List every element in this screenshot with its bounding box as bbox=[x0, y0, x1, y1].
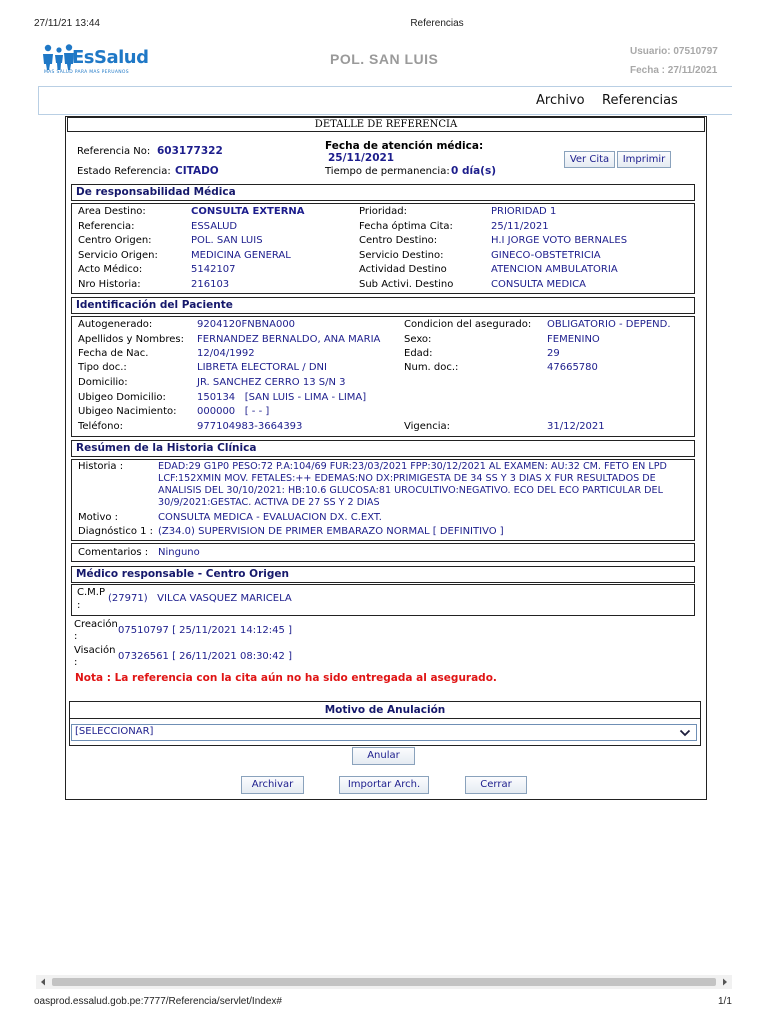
creacion-label-colon: : bbox=[74, 631, 78, 642]
fecha-optima-label: Fecha óptima Cita: bbox=[359, 221, 453, 232]
diagnostico-label: Diagnóstico 1 : bbox=[78, 526, 154, 537]
cmp-value: (27971) VILCA VASQUEZ MARICELA bbox=[108, 593, 292, 604]
autogenerado-value: 9204120FNBNA000 bbox=[197, 319, 296, 330]
centro-origen-value: POL. SAN LUIS bbox=[191, 235, 263, 246]
referencia-no-value: 603177322 bbox=[157, 145, 223, 157]
creacion-label: Creación bbox=[74, 619, 118, 630]
logo-text: EsSalud bbox=[72, 47, 149, 68]
comentarios-label: Comentarios : bbox=[78, 547, 149, 558]
tipo-doc-label: Tipo doc.: bbox=[78, 362, 127, 373]
autogenerado-label: Autogenerado: bbox=[78, 319, 153, 330]
actividad-destino-label: Actividad Destino bbox=[359, 264, 447, 275]
tipo-doc-value: LIBRETA ELECTORAL / DNI bbox=[197, 362, 327, 373]
creacion-value: 07510797 [ 25/11/2021 14:12:45 ] bbox=[118, 625, 292, 636]
prioridad-label: Prioridad: bbox=[359, 206, 407, 217]
scroll-thumb[interactable] bbox=[52, 978, 716, 986]
cmp-label: C.M.P bbox=[77, 587, 105, 598]
motivo-label: Motivo : bbox=[78, 512, 119, 523]
servicio-origen-label: Servicio Origen: bbox=[78, 250, 158, 261]
historia-line-2: LCF:152XMIN MOV. FETALES:++ EDEMAS:NO DX:PRIMIGESTA DE 34 SS Y 3 DIAS X FUR RESULTADOS DE bbox=[158, 473, 656, 484]
print-doc-title: Referencias bbox=[410, 18, 464, 29]
servicio-destino-value: GINECO-OBSTETRICIA bbox=[491, 250, 601, 261]
fecha-atencion-label: Fecha de atención médica: bbox=[325, 140, 484, 152]
scroll-right-icon[interactable] bbox=[720, 975, 730, 989]
nombres-value: FERNANDEZ BERNALDO, ANA MARIA bbox=[197, 334, 381, 345]
nombres-label: Apellidos y Nombres: bbox=[78, 334, 184, 345]
estado-value: CITADO bbox=[175, 165, 219, 177]
cmp-label-colon: : bbox=[77, 600, 81, 611]
historia-line-1: EDAD:29 G1P0 PESO:72 P.A:104/69 FUR:23/03/2021 FPP:30/12/2021 AL EXAMEN: AU:32 CM. FETO EN LPD bbox=[158, 461, 667, 472]
medico-header: Médico responsable - Centro Origen bbox=[71, 566, 695, 583]
domicilio-value: JR. SANCHEZ CERRO 13 S/N 3 bbox=[197, 377, 346, 388]
print-url: oasprod.essalud.gob.pe:7777/Referencia/servlet/Index# bbox=[34, 996, 282, 1007]
vigencia-value: 31/12/2021 bbox=[547, 421, 605, 432]
tiempo-value: 0 día(s) bbox=[451, 165, 497, 177]
motivo-anulacion-select[interactable] bbox=[71, 724, 697, 741]
centro-destino-value: H.I JORGE VOTO BERNALES bbox=[491, 235, 628, 246]
referencia-no-label: Referencia No: bbox=[77, 146, 151, 157]
paciente-header: Identificación del Paciente bbox=[71, 297, 695, 314]
logo-tagline: MAS SALUD PARA MAS PERUANOS bbox=[44, 70, 129, 75]
main-title: DETALLE DE REFERENCIA bbox=[67, 117, 705, 132]
anular-button[interactable]: Anular bbox=[352, 747, 415, 765]
cerrar-button[interactable]: Cerrar bbox=[465, 776, 527, 794]
menu-bar bbox=[38, 86, 732, 115]
servicio-destino-label: Servicio Destino: bbox=[359, 250, 444, 261]
fecha-nac-label: Fecha de Nac. bbox=[78, 348, 149, 359]
telefono-value: 977104983-3664393 bbox=[197, 421, 303, 432]
visacion-value: 07326561 [ 26/11/2021 08:30:42 ] bbox=[118, 651, 292, 662]
anulacion-header: Motivo de Anulación bbox=[69, 701, 701, 719]
fecha-atencion-value: 25/11/2021 bbox=[328, 152, 395, 164]
area-destino-label: Area Destino: bbox=[78, 206, 146, 217]
servicio-origen-value: MEDICINA GENERAL bbox=[191, 250, 291, 261]
acto-medico-label: Acto Médico: bbox=[78, 264, 143, 275]
area-destino-value: CONSULTA EXTERNA bbox=[191, 206, 305, 217]
sexo-value: FEMENINO bbox=[547, 334, 600, 345]
sub-actividad-label: Sub Activi. Destino bbox=[359, 279, 454, 290]
historia-header: Resúmen de la Historia Clínica bbox=[71, 440, 695, 457]
imprimir-button[interactable]: Imprimir bbox=[617, 151, 671, 168]
fecha-optima-value: 25/11/2021 bbox=[491, 221, 549, 232]
importar-arch-button[interactable]: Importar Arch. bbox=[339, 776, 429, 794]
fecha-nac-value: 12/04/1992 bbox=[197, 348, 255, 359]
centro-destino-label: Centro Destino: bbox=[359, 235, 438, 246]
horizontal-scrollbar[interactable] bbox=[36, 975, 732, 989]
print-datetime: 27/11/21 13:44 bbox=[34, 18, 100, 29]
condicion-value: OBLIGATORIO - DEPEND. bbox=[547, 319, 671, 330]
num-doc-label: Num. doc.: bbox=[404, 362, 459, 373]
sexo-label: Sexo: bbox=[404, 334, 432, 345]
comentarios-value: Ninguno bbox=[158, 547, 200, 558]
archivar-button[interactable]: Archivar bbox=[241, 776, 304, 794]
chevron-down-icon bbox=[679, 729, 691, 737]
menu-referencias[interactable]: Referencias bbox=[602, 93, 678, 108]
condicion-label: Condicion del asegurado: bbox=[404, 319, 532, 330]
menu-archivo[interactable]: Archivo bbox=[536, 93, 585, 108]
site-title: POL. SAN LUIS bbox=[330, 51, 439, 67]
historia-label: Historia : bbox=[78, 461, 124, 472]
edad-label: Edad: bbox=[404, 348, 433, 359]
nro-historia-value: 216103 bbox=[191, 279, 230, 290]
motivo-anulacion-selected: [SELECCIONAR] bbox=[75, 726, 154, 737]
ver-cita-button[interactable]: Ver Cita bbox=[564, 151, 615, 168]
ubigeo-nacimiento-label: Ubigeo Nacimiento: bbox=[78, 406, 177, 417]
print-page: 1/1 bbox=[718, 996, 732, 1007]
motivo-value: CONSULTA MEDICA - EVALUACION DX. C.EXT. bbox=[158, 512, 382, 523]
visacion-label-colon: : bbox=[74, 657, 78, 668]
num-doc-value: 47665780 bbox=[547, 362, 598, 373]
sub-actividad-value: CONSULTA MEDICA bbox=[491, 279, 586, 290]
referencia-value: ESSALUD bbox=[191, 221, 238, 232]
referencia-label: Referencia: bbox=[78, 221, 135, 232]
prioridad-value: PRIORIDAD 1 bbox=[491, 206, 557, 217]
actividad-destino-value: ATENCION AMBULATORIA bbox=[491, 264, 618, 275]
ubigeo-nacimiento-value: 000000 [ - - ] bbox=[197, 406, 270, 417]
tiempo-label: Tiempo de permanencia: bbox=[325, 166, 450, 177]
centro-origen-label: Centro Origen: bbox=[78, 235, 152, 246]
historia-line-4: 30/9/2021:GESTAC. ACTIVA DE 27 SS Y 2 DIAS bbox=[158, 497, 380, 508]
estado-label: Estado Referencia: bbox=[77, 166, 171, 177]
nota-warning: Nota : La referencia con la cita aún no ha sido entregada al asegurado. bbox=[75, 672, 497, 684]
scroll-left-icon[interactable] bbox=[38, 975, 48, 989]
fecha-label: Fecha : 27/11/2021 bbox=[630, 65, 718, 76]
acto-medico-value: 5142107 bbox=[191, 264, 236, 275]
historia-line-3: ANALISIS DEL 30/10/2021: HB:10.6 GLUCOSA:81 UROCULTIVO:NEGATIVO. ECO DEL ECO PARTICULAR DEL bbox=[158, 485, 663, 496]
usuario-label: Usuario: 07510797 bbox=[630, 46, 718, 57]
domicilio-label: Domicilio: bbox=[78, 377, 128, 388]
diagnostico-value: (Z34.0) SUPERVISION DE PRIMER EMBARAZO NORMAL [ DEFINITIVO ] bbox=[158, 526, 504, 537]
ubigeo-domicilio-label: Ubigeo Domicilio: bbox=[78, 392, 166, 403]
vigencia-label: Vigencia: bbox=[404, 421, 451, 432]
ubigeo-domicilio-value: 150134 [SAN LUIS - LIMA - LIMA] bbox=[197, 392, 367, 403]
telefono-label: Teléfono: bbox=[78, 421, 123, 432]
responsabilidad-header: De responsabilidad Médica bbox=[71, 184, 695, 201]
nro-historia-label: Nro Historia: bbox=[78, 279, 141, 290]
visacion-label: Visación bbox=[74, 645, 116, 656]
edad-value: 29 bbox=[547, 348, 560, 359]
